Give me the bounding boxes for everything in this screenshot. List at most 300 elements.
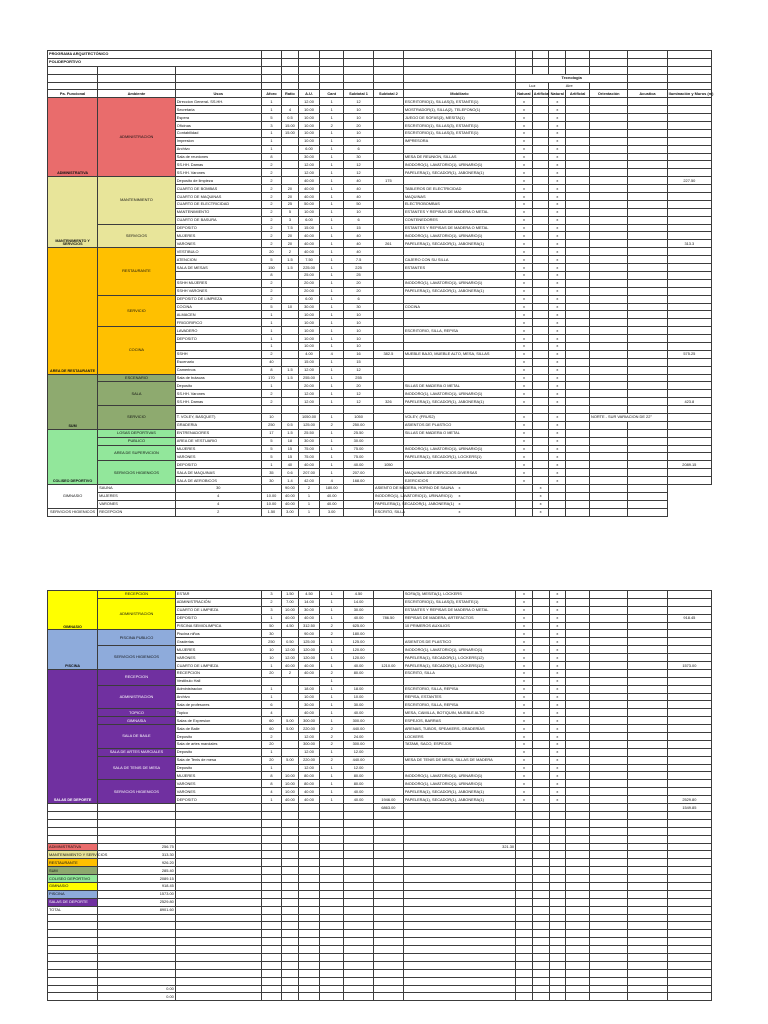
summary-row: [48, 898, 712, 906]
cell: [373, 366, 403, 374]
cell: [590, 693, 628, 701]
cell: PAPELERA(1), SECADOR(1), JABONERA(1): [403, 398, 515, 406]
cell: 40.00: [298, 788, 319, 796]
cell: [48, 930, 98, 938]
cell: [628, 638, 667, 646]
cell: [590, 882, 628, 890]
cell: CAJERO CON SU SILLA: [403, 256, 515, 264]
cell: [628, 153, 667, 161]
cell: [373, 811, 403, 819]
cell: [532, 882, 549, 890]
table-row: [48, 98, 712, 106]
cell: [403, 804, 515, 812]
cell: [298, 851, 319, 859]
cell: ESTANTES Y REPISAS DE MADERA O METAL: [403, 208, 515, 216]
cell: [590, 662, 628, 670]
cell: 18.00: [298, 685, 319, 693]
cell: 12.00: [298, 161, 319, 169]
cell: [566, 654, 590, 662]
cell: x: [549, 129, 566, 137]
cell: [298, 938, 319, 946]
cell: 300.00: [344, 717, 374, 725]
cell: [344, 827, 374, 835]
cell: 80.00: [344, 772, 374, 780]
cell: [590, 772, 628, 780]
cell: [566, 421, 590, 429]
cell: [516, 859, 533, 867]
cell: [403, 74, 515, 82]
cell: 1: [261, 614, 281, 622]
cell: x: [516, 654, 533, 662]
cell: [403, 851, 515, 859]
cell: [282, 969, 299, 977]
cell: [373, 82, 403, 90]
cell: [566, 827, 590, 835]
summary-label: ADMINISTRATIVA: [48, 843, 98, 851]
cell: [403, 748, 515, 756]
cell: 1: [320, 358, 344, 366]
cell: SS.HH. Damas: [175, 398, 261, 406]
column-header: Artificial: [566, 90, 590, 98]
cell: [175, 890, 261, 898]
cell: [261, 819, 281, 827]
cell: [98, 66, 176, 74]
cell: 2: [261, 598, 281, 606]
cell: [628, 788, 667, 796]
cell: x: [516, 366, 533, 374]
cell: [628, 279, 667, 287]
cell: [282, 82, 299, 90]
cell: 1: [320, 390, 344, 398]
cell: [320, 843, 344, 851]
cell: [403, 51, 515, 59]
cell: [320, 985, 344, 993]
cell: [261, 993, 281, 1001]
cell: [628, 748, 667, 756]
cell: [175, 271, 261, 279]
cell: [403, 827, 515, 835]
cell: [532, 374, 549, 382]
cell: [298, 66, 319, 74]
cell: [282, 153, 299, 161]
cell: 225: [344, 264, 374, 272]
cell: x: [516, 398, 533, 406]
cell: [628, 208, 667, 216]
cell: [667, 843, 711, 851]
cell: x: [549, 606, 566, 614]
cell: [98, 930, 176, 938]
cell: [667, 169, 711, 177]
cell: [532, 804, 549, 812]
cell: [590, 906, 628, 914]
cell: [403, 993, 515, 1001]
cell: [373, 922, 403, 930]
cell: [532, 622, 549, 630]
cell: 2: [261, 287, 281, 295]
cell: 2: [261, 193, 281, 201]
cell: [403, 319, 515, 327]
cell: VESTIBULO: [175, 248, 261, 256]
cell: 10: [344, 342, 374, 350]
cell: [566, 453, 590, 461]
cell: x: [516, 382, 533, 390]
cell: [549, 922, 566, 930]
cell: [566, 232, 590, 240]
cell: [667, 122, 711, 130]
cell: [373, 756, 403, 764]
cell: 15: [344, 224, 374, 232]
cell: 1: [261, 748, 281, 756]
cell: [516, 946, 533, 954]
cell: 10.00: [261, 492, 281, 500]
cell: 10.00: [298, 106, 319, 114]
cell: [532, 295, 549, 303]
cell: [516, 66, 533, 74]
cell: 2: [320, 421, 344, 429]
cell: 2: [261, 177, 281, 185]
cell: [566, 677, 590, 685]
cell: 2: [261, 200, 281, 208]
cell: [532, 287, 549, 295]
cell: [344, 977, 374, 985]
cell: 1: [320, 598, 344, 606]
cell: [590, 224, 628, 232]
cell: [373, 788, 403, 796]
cell: 2: [261, 216, 281, 224]
cell: [98, 827, 176, 835]
cell: 8: [261, 153, 281, 161]
cell: x: [516, 764, 533, 772]
cell: MOSTRADOR(1), SILLA(2), TELEFONO(1): [403, 106, 515, 114]
cell: 20.00: [298, 279, 319, 287]
cell: [628, 835, 667, 843]
cell: [590, 804, 628, 812]
cell: [373, 98, 403, 106]
cell: [282, 390, 299, 398]
table-row: [48, 492, 712, 500]
cell: INODORO(1), LAVATORIO(1), URINARIO(1): [403, 390, 515, 398]
cell: [532, 279, 549, 287]
cell: [403, 145, 515, 153]
cell: [628, 248, 667, 256]
empty-row: [48, 827, 712, 835]
cell: [320, 867, 344, 875]
cell: 2: [298, 484, 319, 492]
cell: [628, 477, 667, 485]
cell: x: [549, 185, 566, 193]
summary-row: [48, 875, 712, 883]
cell: 1: [320, 638, 344, 646]
cell: [282, 58, 299, 66]
cell: [628, 985, 667, 993]
cell: 0.50: [282, 638, 299, 646]
cell: [566, 51, 590, 59]
cell: [373, 382, 403, 390]
cell: [590, 319, 628, 327]
functional-block-label: GIMNASIO: [48, 591, 98, 630]
cell: [590, 961, 628, 969]
cell: 80.00: [344, 669, 374, 677]
cell: 250: [261, 421, 281, 429]
cell: 60: [261, 717, 281, 725]
cell: [175, 906, 261, 914]
cell: [590, 788, 628, 796]
cell: 40.00: [344, 709, 374, 717]
cell: [566, 335, 590, 343]
empty-row: [48, 922, 712, 930]
cell: 6.00: [298, 216, 319, 224]
cell: 25: [282, 200, 299, 208]
cell: 3: [261, 606, 281, 614]
cell: [532, 646, 549, 654]
cell: x: [549, 216, 566, 224]
cell: 1: [320, 591, 344, 599]
footer-value: 0.00: [98, 993, 176, 1001]
column-header: Iluminación y Muros (m): [668, 90, 714, 96]
cell: [282, 319, 299, 327]
cell: [590, 240, 628, 248]
cell: [282, 827, 299, 835]
cell: [282, 350, 299, 358]
cell: x: [549, 725, 566, 733]
table-row: [48, 780, 712, 788]
cell: [344, 882, 374, 890]
cell: x: [516, 748, 533, 756]
cell: [628, 398, 667, 406]
cell: 1: [261, 796, 281, 804]
cell: [590, 843, 628, 851]
cell: [98, 835, 176, 843]
cell: [403, 914, 515, 922]
summary-label: MANTENIMIENTO Y SERVICIOS: [49, 851, 108, 857]
cell: [175, 867, 261, 875]
cell: [298, 953, 319, 961]
cell: [667, 51, 711, 59]
cell: x: [516, 232, 533, 240]
cell: 220.00: [298, 756, 319, 764]
cell: [48, 977, 98, 985]
cell: [532, 922, 549, 930]
cell: 40.00: [298, 461, 319, 469]
cell: 313.3: [667, 240, 711, 248]
cell: 17: [261, 429, 281, 437]
cell: [373, 406, 403, 414]
cell: [566, 319, 590, 327]
cell: [628, 193, 667, 201]
cell: [373, 193, 403, 201]
cell: [566, 271, 590, 279]
cell: [261, 804, 281, 812]
cell: [261, 851, 281, 859]
cell: [628, 890, 667, 898]
cell: [566, 614, 590, 622]
cell: [532, 421, 549, 429]
cell: ESCRITORIO, SILLA, REPISA: [403, 327, 515, 335]
cell: [282, 906, 299, 914]
cell: [590, 129, 628, 137]
cell: [282, 993, 299, 1001]
cell: 4: [320, 350, 344, 358]
table-row: [48, 685, 712, 693]
cell: 12: [344, 98, 374, 106]
cell: [549, 835, 566, 843]
cell: [566, 153, 590, 161]
cell: [373, 232, 403, 240]
cell: [373, 390, 403, 398]
cell: [667, 287, 711, 295]
cell: x: [549, 469, 566, 477]
cell: [373, 906, 403, 914]
cell: [261, 914, 281, 922]
cell: 2: [261, 279, 281, 287]
cell: x: [516, 279, 533, 287]
cell: 4.00: [298, 350, 319, 358]
cell: [628, 256, 667, 264]
cell: [566, 725, 590, 733]
cell: x: [549, 145, 566, 153]
cell: [667, 256, 711, 264]
cell: [403, 946, 515, 954]
cell: x: [516, 114, 533, 122]
cell: [282, 358, 299, 366]
cell: ESTANTES Y REPISAS DE MADERA O METAL: [403, 606, 515, 614]
cell: [590, 271, 628, 279]
cell: 1: [320, 129, 344, 137]
cell: [590, 177, 628, 185]
cell: [373, 106, 403, 114]
cell: [516, 969, 533, 977]
cell: x: [516, 701, 533, 709]
cell: ATENCION: [175, 256, 261, 264]
cell: 1: [261, 382, 281, 390]
table-row: [48, 484, 712, 492]
cell: [667, 200, 711, 208]
cell: [261, 930, 281, 938]
sheet-subtitle: POLIDEPORTIVO: [48, 58, 262, 66]
summary-label: PISCINA: [48, 890, 98, 898]
cell: [532, 630, 549, 638]
cell: [373, 733, 403, 741]
cell: [532, 819, 549, 827]
cell: [667, 788, 711, 796]
cell: x: [516, 106, 533, 114]
cell: x: [516, 740, 533, 748]
cell: [667, 342, 711, 350]
cell: [628, 66, 667, 74]
cell: [628, 461, 667, 469]
cell: 12: [344, 390, 374, 398]
cell: [261, 946, 281, 954]
cell: [298, 930, 319, 938]
cell: 20: [261, 756, 281, 764]
cell: [549, 58, 566, 66]
cell: 40.00: [298, 662, 319, 670]
cell: [373, 772, 403, 780]
ambiente-label: SERVICIOS HIGIENICOS: [48, 508, 98, 516]
cell: x: [516, 169, 533, 177]
cell: ESCRITORIO, SILLA, REPISA: [403, 685, 515, 693]
cell: [175, 993, 261, 1001]
cell: x: [516, 350, 533, 358]
cell: 10.00: [282, 772, 299, 780]
cell: [628, 914, 667, 922]
table-row: [48, 406, 712, 414]
cell: [628, 685, 667, 693]
cell: 25.50: [344, 429, 374, 437]
cell: x: [516, 685, 533, 693]
cell: Deposito: [175, 382, 261, 390]
cell: 625.00: [344, 622, 374, 630]
cell: 30: [175, 484, 261, 492]
cell: [590, 756, 628, 764]
cell: 180.00: [344, 630, 374, 638]
cell: [667, 358, 711, 366]
grand-right-total: 1549.85: [667, 804, 711, 812]
title-row: [48, 58, 712, 66]
cell: [628, 500, 667, 508]
cell: x: [549, 733, 566, 741]
cell: [532, 319, 549, 327]
cell: [590, 764, 628, 772]
cell: [532, 772, 549, 780]
cell: [566, 413, 590, 421]
cell: [261, 66, 281, 74]
cell: 1: [320, 413, 344, 421]
cell: [532, 342, 549, 350]
cell: [403, 461, 515, 469]
cell: x: [516, 390, 533, 398]
cell: [667, 961, 711, 969]
cell: 1: [320, 469, 344, 477]
ambiente-label: SALA DE BAILE: [98, 725, 176, 749]
cell: [667, 985, 711, 993]
cell: [549, 882, 566, 890]
cell: 20: [344, 122, 374, 130]
cell: [667, 906, 711, 914]
cell: x: [549, 137, 566, 145]
cell: 5: [261, 114, 281, 122]
cell: [628, 437, 667, 445]
cell: 4: [320, 477, 344, 485]
cell: [403, 335, 515, 343]
cell: 1: [320, 279, 344, 287]
cell: x: [549, 772, 566, 780]
cell: [175, 946, 261, 954]
cell: [344, 946, 374, 954]
cell: [175, 985, 261, 993]
cell: [566, 406, 590, 414]
cell: [667, 311, 711, 319]
cell: 918.45: [667, 614, 711, 622]
cell: [532, 390, 549, 398]
cell: [566, 946, 590, 954]
cell: [282, 740, 299, 748]
cell: [566, 342, 590, 350]
cell: [590, 327, 628, 335]
cell: [298, 946, 319, 954]
cell: 2: [320, 725, 344, 733]
cell: [532, 780, 549, 788]
cell: [344, 993, 374, 1001]
column-header: Orientación: [590, 90, 628, 98]
ambiente-label: RECEPCION: [98, 669, 176, 685]
cell: [566, 961, 590, 969]
cell: 5: [261, 303, 281, 311]
cell: 7.5: [282, 224, 299, 232]
cell: [298, 406, 319, 414]
cell: [628, 630, 667, 638]
cell: [566, 484, 590, 492]
